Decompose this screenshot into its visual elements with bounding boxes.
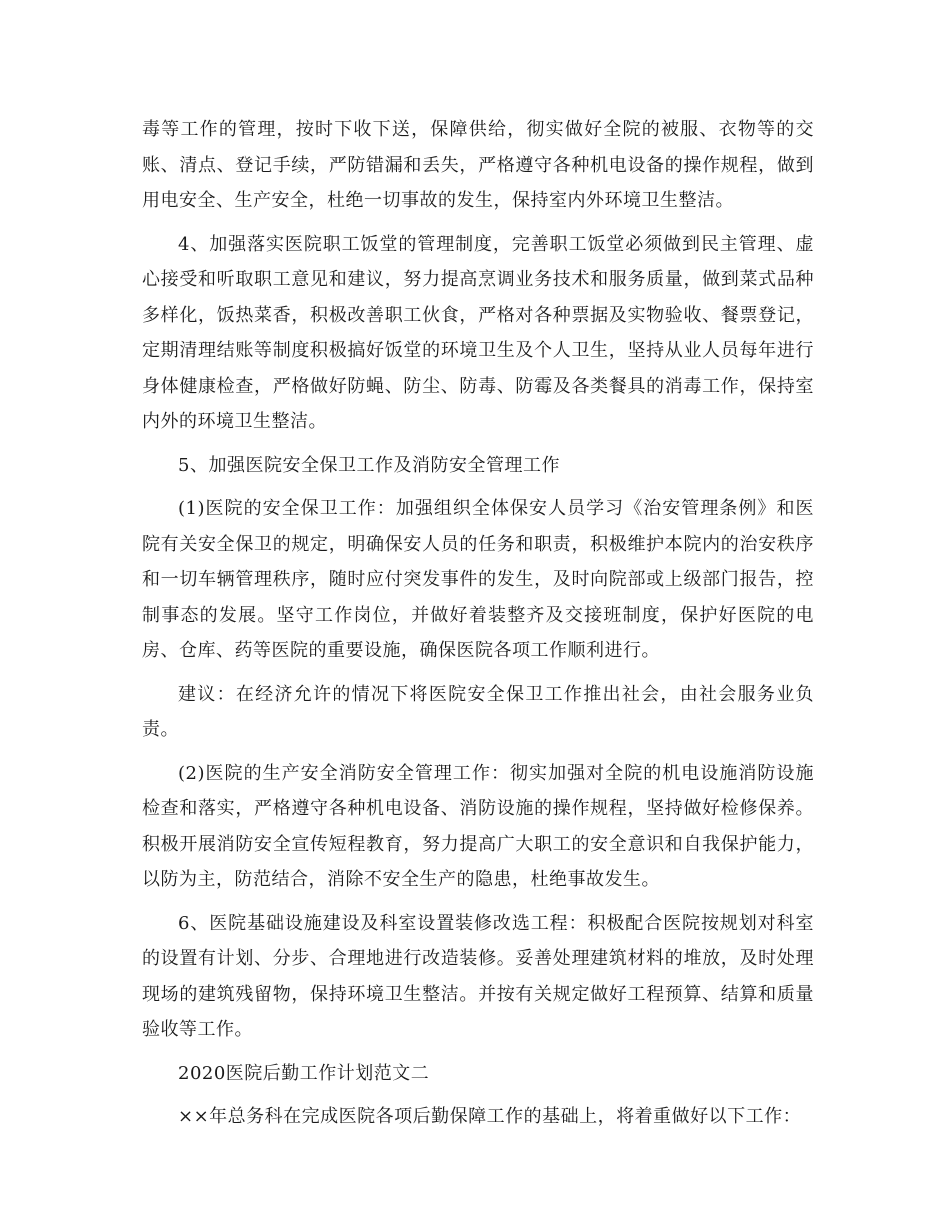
paragraph-intro: ××年总务科在完成医院各项后勤保障工作的基础上，将着重做好以下工作： — [178, 1106, 802, 1127]
section-title: 2020医院后勤工作计划范文二 — [178, 1062, 430, 1084]
document-body — [142, 112, 814, 1143]
paragraph-item-4: 4、加强落实医院职工饭堂的管理制度，完善职工饭堂必须做到民主管理、虚心接受和听取职工意见和建议，努力提高烹调业务技术和服务质量，做到菜式品种多样化，饭热菜香，积极改善职工伙食，严格对各种票据及实物验收、餐票登记，定期清理结账等制度积极搞好饭堂的环境卫生及个人卫生，坚持从业人员每年进行身体健康检查，严格做好防蝇、防尘、防毒、防霉及各类餐具的消毒工作，保持室内外的环境卫生整洁。 — [142, 233, 814, 432]
paragraph-item-5-1: (1)医院的安全保卫工作：加强组织全体保安人员学习《治安管理条例》和医院有关安全保卫的规定，明确保安人员的任务和职责，积极维护本院内的治安秩序和一切车辆管理秩序，随时应付突发事件的发生，及时向院部或上级部门报告，控制事态的发展。坚守工作岗位，并做好着装整齐及交接班制度，保护好医院的电房、仓库、药等医院的重要设施，确保医院各项工作顺利进行。 — [142, 498, 814, 661]
paragraph-item-5-heading: 5、加强医院安全保卫工作及消防安全管理工作 — [178, 454, 560, 476]
paragraph-suggestion: 建议：在经济允许的情况下将医院安全保卫工作推出社会，由社会服务业负责。 — [142, 683, 814, 740]
paragraph-item-5-2: (2)医院的生产安全消防安全管理工作：彻实加强对全院的机电设施消防设施检查和落实，严格遵守各种机电设备、消防设施的操作规程，坚持做好检修保养。积极开展消防安全宣传短程教育，努力提高广大职工的安全意识和自我保护能力，以防为主，防范结合，消除不安全生产的隐患，杜绝事故发生。 — [142, 762, 814, 890]
paragraph-item-6: 6、医院基础设施建设及科室设置装修改选工程：积极配合医院按规划对科室的设置有计划、分步、合理地进行改造装修。妥善处理建筑材料的堆放，及时处理现场的建筑残留物，保持环境卫生整洁。并按有关规定做好工程预算、结算和质量验收等工作。 — [142, 912, 814, 1040]
paragraph-continuation: 毒等工作的管理，按时下收下送，保障供给，彻实做好全院的被服、衣物等的交账、清点、登记手续，严防错漏和丢失，严格遵守各种机电设备的操作规程，做到用电安全、生产安全，杜绝一切事故的发生，保持室内外环境卫生整洁。 — [142, 119, 814, 211]
